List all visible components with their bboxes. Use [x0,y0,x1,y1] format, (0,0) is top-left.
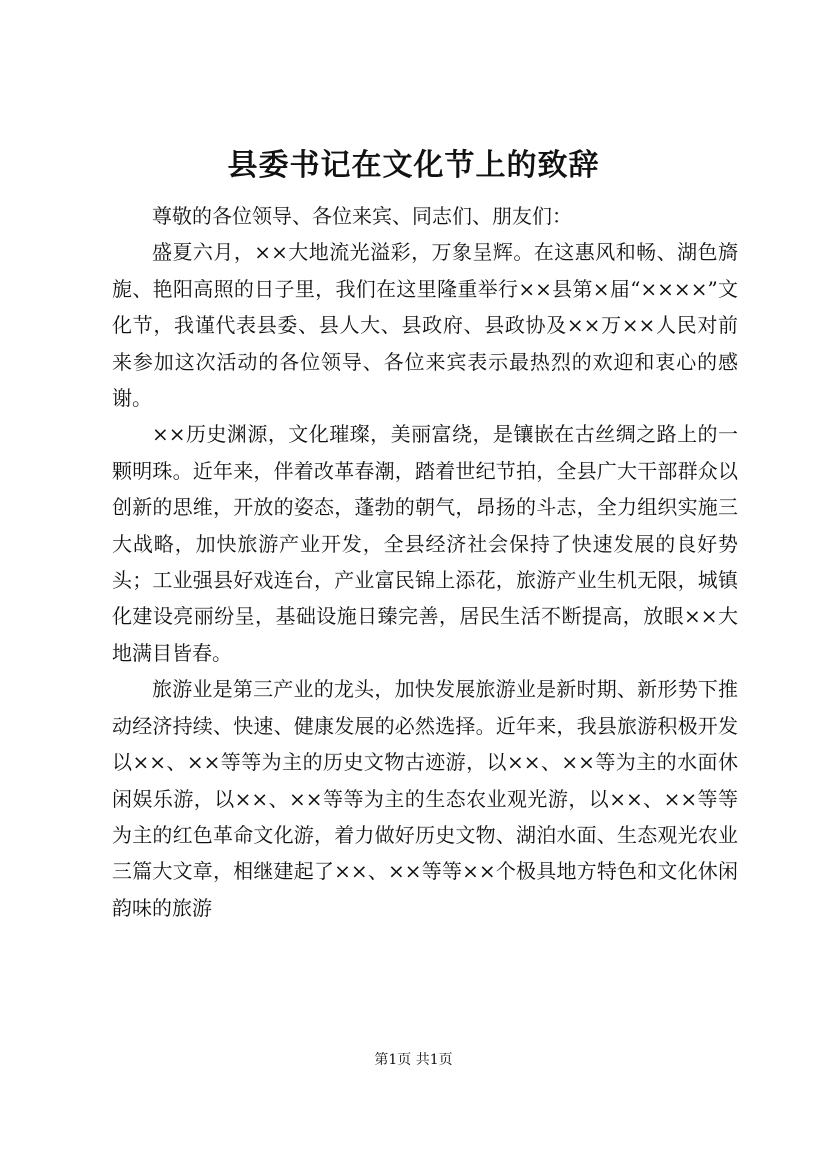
document-body [112,198,738,926]
document-title: 县委书记在文化节上的致辞 [227,148,600,183]
body-paragraph: ××历史渊源，文化璀璨，美丽富绕，是镶嵌在古丝绸之路上的一颗明珠。近年来，伴着改革春潮，踏着世纪节拍，全县广大干部群众以创新的思维，开放的姿态，蓬勃的朝气，昂扬的斗志，全力组织实施三大战略，加快旅游产业开发，全县经济社会保持了快速发展的良好势头；工业强县好戏连台，产业富民锦上添花，旅游产业生机无限，城镇化建设亮丽纷呈，基础设施日臻完善，居民生活不断提高，放眼××大地满目皆春。 [112,422,738,665]
salutation-paragraph: 尊敬的各位领导、各位来宾、同志们、朋友们： [152,204,572,228]
page-footer: 第1页 共1页 [374,1052,453,1068]
body-paragraph: 盛夏六月，××大地流光溢彩，万象呈辉。在这惠风和畅、湖色旖旎、艳阳高照的日子里，我们在这里隆重举行××县第×届“××××”文化节，我谨代表县委、县人大、县政府、县政协及××万××人民对前来参加这次活动的各位领导、各位来宾表示最热烈的欢迎和衷心的感谢。 [112,240,738,411]
body-paragraph: 旅游业是第三产业的龙头，加快发展旅游业是新时期、新形势下推动经济持续、快速、健康发展的必然选择。近年来，我县旅游积极开发以××、××等等为主的历史文物古迹游，以××、××等为主的水面休闲娱乐游，以××、××等等为主的生态农业观光游，以××、××等等为主的红色革命文化游，着力做好历史文物、湖泊水面、生态观光农业三篇大文章，相继建起了××、××等等××个极具地方特色和文化休闲韵味的旅游 [112,677,738,920]
